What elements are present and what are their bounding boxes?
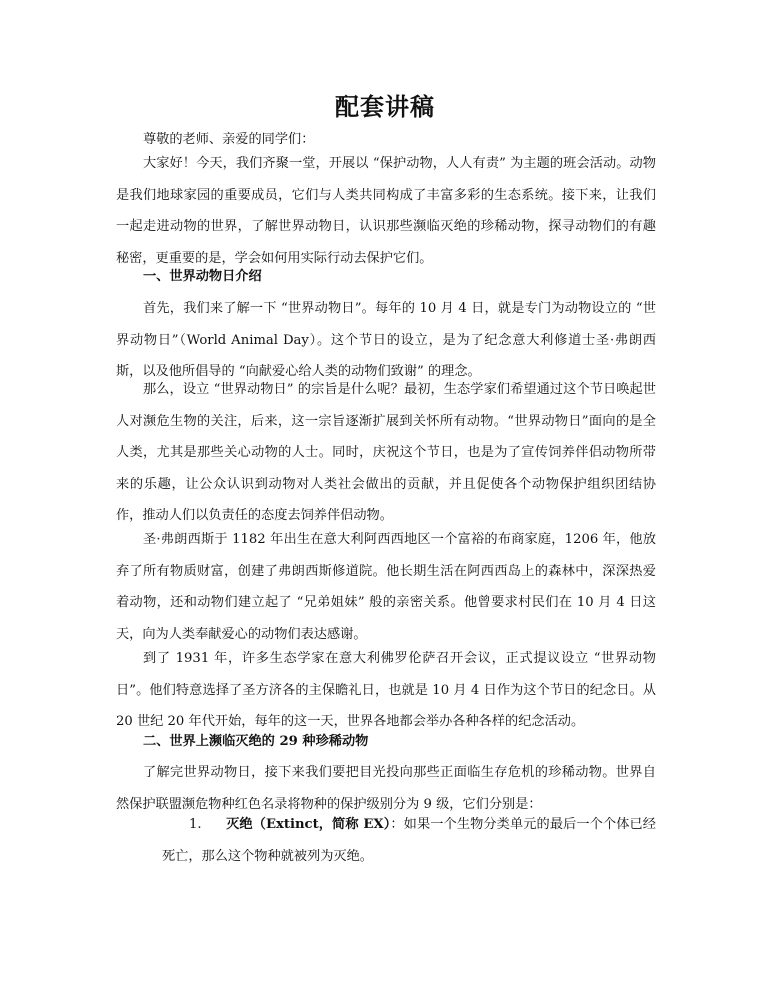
section-1-paragraph-4: 到了 1931 年，许多生态学家在意大利佛罗伦萨召开会议，正式提议设立 “世界动物日”。他们特意选择了圣方济各的主保瞻礼日，也就是 10 月 4 日作为这个节日的纪念日。从 20 世纪 20 年代开始，每年的这一天，世界各地都会举办各种各样的纪念活动。 [116,651,656,729]
section-1-heading: 一、世界动物日介绍 [143,269,262,284]
section-2-paragraph-1: 了解完世界动物日，接下来我们要把目光投向那些正面临生存危机的珍稀动物。世界自然保护联盟濒危物种红色名录将物种的保护级别分为 9 级，它们分别是： [116,765,656,812]
section-1-paragraph-2: 那么，设立 “世界动物日” 的宗旨是什么呢？最初，生态学家们希望通过这个节日唤起世人对濒危生物的关注，后来，这一宗旨逐渐扩展到关怀所有动物。“世界动物日”面向的是全人类，尤其是那些关心动物的人士。同时，庆祝这个节日，也是为了宣传饲养伴侣动物所带来的乐趣，让公众认识到动物对人类社会做出的贡献，并且促使各个动物保护组织团结协作，推动人们以负责任的态度去饲养伴侣动物。 [116,382,656,523]
list-item-number: 1. [189,817,202,832]
section-2-heading: 二、世界上濒临灭绝的 29 种珍稀动物 [143,734,369,749]
list-item-text: ：如果一个生物分类单元的最后一个个体已经死亡，那么这个物种就被列为灭绝。 [162,817,656,864]
list-item-term: 灭绝（Extinct，简称 EX） [226,817,391,832]
list-item [162,809,656,872]
page-title: 配套讲稿 [335,92,435,121]
intro-paragraph: 大家好！今天，我们齐聚一堂，开展以 “保护动物，人人有责” 为主题的班会活动。动物是我们地球家园的重要成员，它们与人类共同构成了丰富多彩的生态系统。接下来，让我们一起走进动物的世界，了解世界动物日，认识那些濒临灭绝的珍稀动物，探寻动物们的有趣秘密，更重要的是，学会如何用实际行动去保护它们。 [116,156,656,266]
section-1-paragraph-3: 圣·弗朗西斯于 1182 年出生在意大利阿西西地区一个富裕的布商家庭，1206 年，他放弃了所有物质财富，创建了弗朗西斯修道院。他长期生活在阿西西岛上的森林中，深深热爱着动物，还和动物们建立起了 “兄弟姐妹” 般的亲密关系。他曾要求村民们在 10 月 4 日这天，向为人类奉献爱心的动物们表达感谢。 [116,532,656,642]
greeting: 尊敬的老师、亲爱的同学们： [143,132,315,147]
section-1-paragraph-1: 首先，我们来了解一下 “世界动物日”。每年的 10 月 4 日，就是专门为动物设立的 “世界动物日”（World Animal Day）。这个节日的设立，是为了纪念意大利修道士圣·弗朗西斯，以及他所倡导的 “向献爱心给人类的动物们致谢” 的理念。 [116,301,656,379]
